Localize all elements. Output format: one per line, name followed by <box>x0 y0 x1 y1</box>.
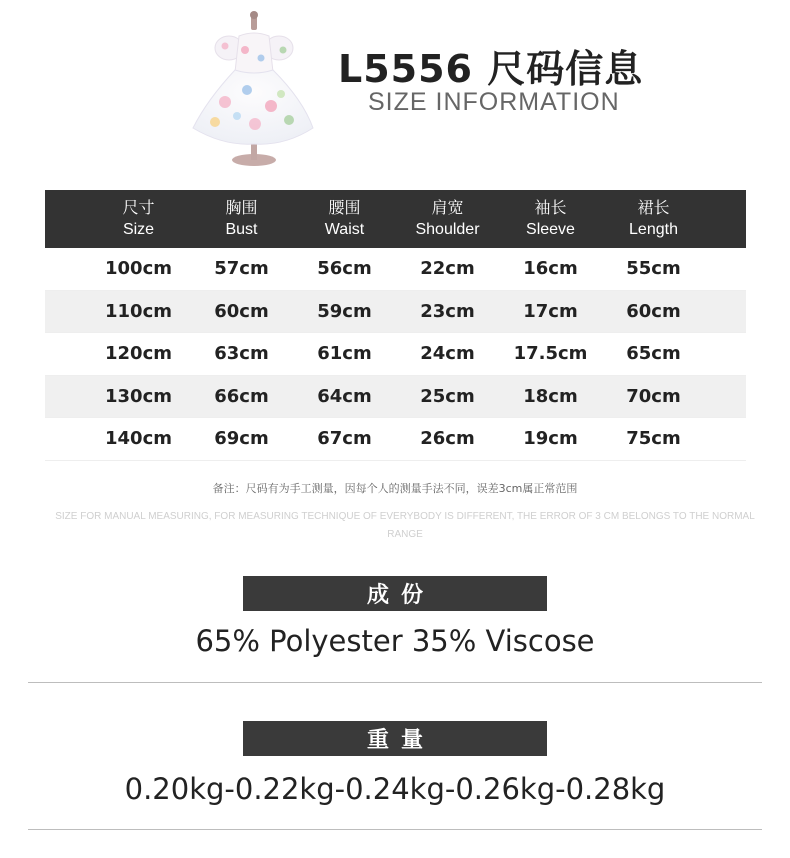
header-en: Length <box>629 221 678 238</box>
table-cell: 60cm <box>626 300 681 322</box>
table-body <box>45 248 746 461</box>
table-cell: 55cm <box>626 258 681 280</box>
table-cell: 63cm <box>214 343 269 365</box>
divider <box>28 682 762 683</box>
table-row <box>45 248 746 291</box>
header-cn: 肩宽 <box>431 198 464 217</box>
table-cell: 16cm <box>523 258 578 280</box>
header-waist <box>293 190 396 248</box>
table-cell: 69cm <box>214 428 269 450</box>
weight-value: 0.20kg-0.22kg-0.24kg-0.26kg-0.28kg <box>124 772 666 806</box>
table-cell: 59cm <box>317 300 372 322</box>
table-row <box>45 291 746 334</box>
weight-label-band <box>243 721 547 756</box>
divider <box>28 829 762 830</box>
header-cn: 裙长 <box>637 198 670 217</box>
header-en: Size <box>122 221 155 238</box>
table-cell: 23cm <box>420 300 475 322</box>
header-en: Waist <box>324 221 365 238</box>
size-table <box>45 190 746 461</box>
table-cell: 56cm <box>317 258 372 280</box>
table-row <box>45 418 746 461</box>
table-cell: 19cm <box>523 428 578 450</box>
weight-label: 重量 <box>366 728 435 753</box>
page-title: L5556 尺码信息 <box>338 47 644 91</box>
table-cell: 65cm <box>626 343 681 365</box>
header-en: Shoulder <box>415 221 480 238</box>
table-cell: 67cm <box>317 428 372 450</box>
table-cell: 130cm <box>105 385 172 407</box>
table-cell: 75cm <box>626 428 681 450</box>
table-cell: 100cm <box>105 258 172 280</box>
composition-label-band <box>243 576 547 611</box>
table-cell: 61cm <box>317 343 372 365</box>
header-en: Sleeve <box>526 221 575 238</box>
table-row <box>45 376 746 419</box>
header-en: Bust <box>225 221 258 238</box>
measurement-note-en: SIZE FOR MANUAL MEASURING, FOR MEASURING TECHNIQUE OF EVERYBODY IS DIFFERENT, THE ERROR OF 3 CM BELONGS TO THE NORMAL RANGE <box>55 511 755 540</box>
table-cell: 17cm <box>523 300 578 322</box>
table-cell: 60cm <box>214 300 269 322</box>
header-bust <box>190 190 293 248</box>
header-cn: 胸围 <box>225 198 258 217</box>
table-cell: 66cm <box>214 385 269 407</box>
header-sleeve <box>499 190 602 248</box>
dress-product-image <box>185 10 325 170</box>
table-cell: 110cm <box>105 300 172 322</box>
table-row <box>45 333 746 376</box>
table-cell: 24cm <box>420 343 475 365</box>
table-cell: 70cm <box>626 385 681 407</box>
header-cn: 尺寸 <box>122 198 155 217</box>
table-cell: 140cm <box>105 428 172 450</box>
header-cn: 腰围 <box>328 198 361 217</box>
table-cell: 18cm <box>523 385 578 407</box>
table-cell: 64cm <box>317 385 372 407</box>
table-cell: 26cm <box>420 428 475 450</box>
composition-label: 成份 <box>366 583 435 608</box>
header-shoulder <box>396 190 499 248</box>
table-header <box>45 190 746 248</box>
composition-value: 65% Polyester 35% Viscose <box>195 624 595 658</box>
table-cell: 25cm <box>420 385 475 407</box>
header-cn: 袖长 <box>534 198 567 217</box>
table-cell: 17.5cm <box>513 343 588 365</box>
page-subtitle: SIZE INFORMATION <box>368 88 620 116</box>
header-size <box>87 190 190 248</box>
table-cell: 120cm <box>105 343 172 365</box>
table-cell: 57cm <box>214 258 269 280</box>
table-cell: 22cm <box>420 258 475 280</box>
measurement-note-cn: 备注：尺码有为手工测量，因每个人的测量手法不同，误差3cm属正常范围 <box>212 482 578 495</box>
header-length <box>602 190 705 248</box>
